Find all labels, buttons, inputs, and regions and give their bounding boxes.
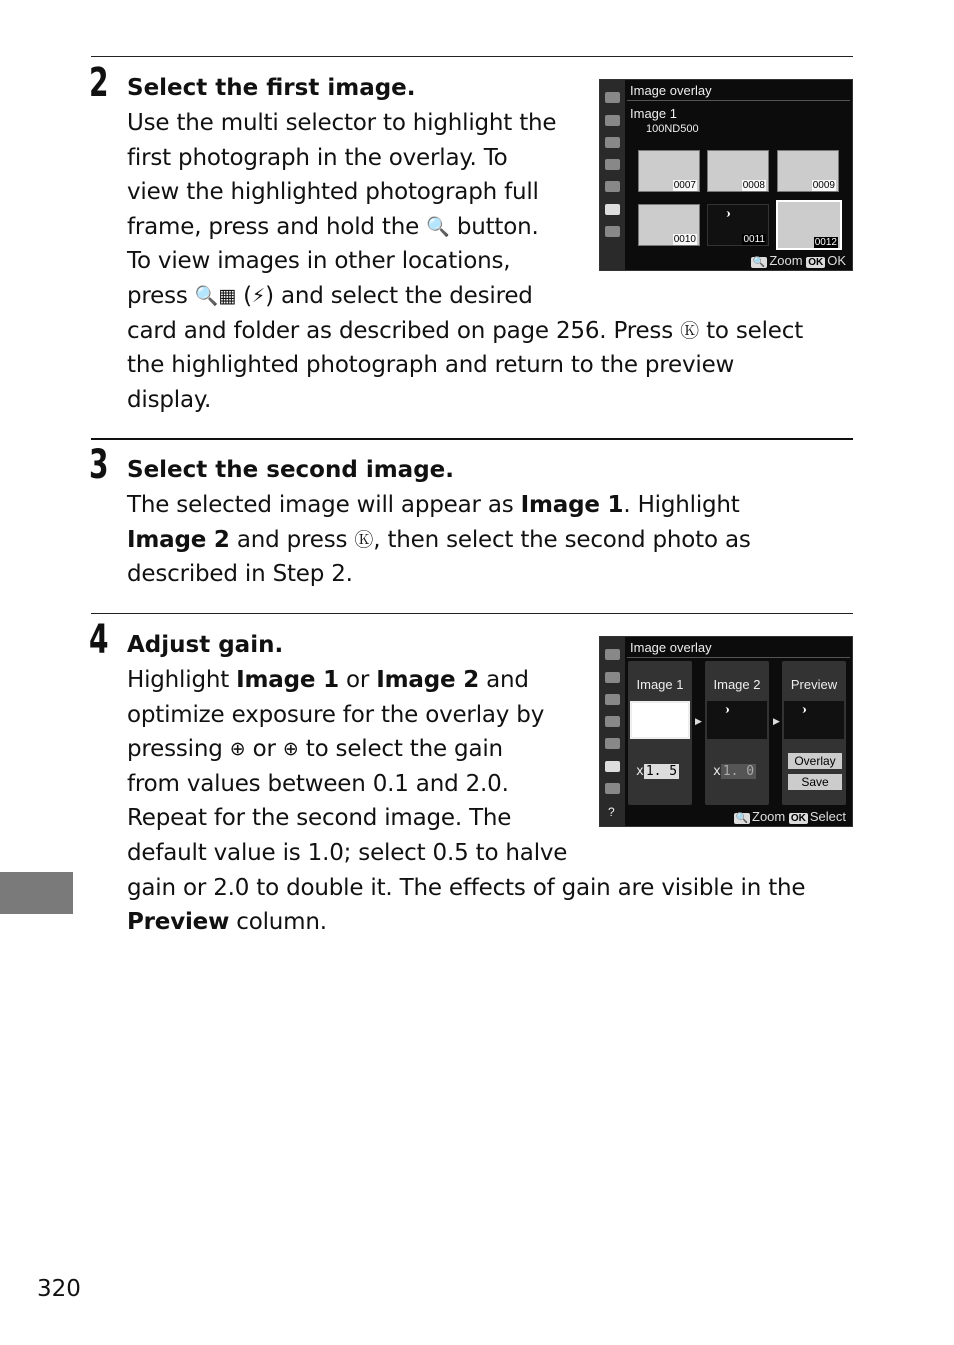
step3-line xyxy=(127,488,751,523)
thumbnail[interactable] xyxy=(638,150,700,192)
step2-text: frame, press and hold the xyxy=(127,213,420,240)
step2-text: button. xyxy=(456,213,539,240)
step3-text: . Highlight xyxy=(623,492,740,518)
image1-column[interactable] xyxy=(628,661,692,805)
thumbnail-number: 0008 xyxy=(742,180,765,191)
ok-button-icon: Ⓚ xyxy=(354,528,374,551)
step2-text: ) and select the desired xyxy=(265,282,533,309)
column-heading: Image 2 xyxy=(713,677,761,692)
thumbnail-number: 0011 xyxy=(743,234,765,245)
image1-preview xyxy=(630,701,690,739)
playback-menu-icon xyxy=(605,92,620,103)
step2-line: To view images in other locations, xyxy=(127,248,511,275)
step3-text: The selected image will appear as xyxy=(127,492,514,518)
thumbnail-selected[interactable] xyxy=(776,200,842,250)
column-heading: Image 1 xyxy=(636,677,684,692)
step4-line: gain or 2.0 to double it. The effects of gain are visible in the xyxy=(127,874,806,901)
step4-bold: Image 2 xyxy=(376,667,479,693)
step3-line xyxy=(127,523,751,558)
retouch-menu-icon xyxy=(605,761,620,772)
thumbnail-number: 0012 xyxy=(814,237,837,248)
zoom-key-icon: 🔍 xyxy=(735,813,748,824)
arrow-right-icon: ▶ xyxy=(773,717,780,727)
screen-footer xyxy=(751,253,846,268)
footer-zoom: Zoom xyxy=(752,809,786,824)
screen-title: Image overlay xyxy=(630,640,712,655)
step4-text: and xyxy=(486,667,529,693)
moon-icon xyxy=(798,707,806,713)
step4-line: default value is 1.0; select 0.5 to halve xyxy=(127,839,568,866)
pencil-menu-icon xyxy=(605,159,620,170)
step3-body xyxy=(127,488,751,592)
screen-title: Image overlay xyxy=(630,83,712,98)
multi-selector-down-icon: ⊕ xyxy=(282,738,299,761)
step2-line: display. xyxy=(127,386,212,413)
menu-sidebar xyxy=(600,80,625,270)
gain-value: 1. 5 xyxy=(645,764,678,779)
thumbnail-number: 0007 xyxy=(673,180,696,191)
step2-title: Select the first image. xyxy=(127,75,416,101)
camera-menu-icon xyxy=(605,672,620,683)
preview-column[interactable] xyxy=(782,661,846,805)
step3-text: , then select the second photo as xyxy=(373,526,751,553)
folder-name: 100ND500 xyxy=(646,123,699,135)
step2-line: first photograph in the overlay. To xyxy=(127,144,508,171)
step2-text: ( xyxy=(243,282,252,309)
gain-x: x xyxy=(636,764,644,779)
step3-rule xyxy=(91,438,853,440)
step3-number: 3 xyxy=(89,442,108,488)
step4-bold: Preview xyxy=(127,909,230,936)
ok-key-icon: OK xyxy=(808,257,824,268)
step4-line xyxy=(127,905,805,940)
step3-bold: Image 2 xyxy=(127,526,230,553)
flash-icon: ⚡ xyxy=(251,284,266,307)
zoom-in-icon: 🔍 xyxy=(426,215,450,238)
gain-readout[interactable] xyxy=(636,764,679,779)
menu-sidebar xyxy=(600,637,625,826)
help-icon: ? xyxy=(608,805,615,819)
thumbnail[interactable] xyxy=(707,150,769,192)
camera-menu-icon xyxy=(605,115,620,126)
section-tab xyxy=(0,872,73,914)
step4-text: Highlight xyxy=(127,667,230,693)
footer-zoom: Zoom xyxy=(769,253,803,268)
divider xyxy=(627,100,850,101)
step3-text: and press xyxy=(236,526,348,553)
zoom-out-thumbnail-icon: 🔍▦ xyxy=(194,284,237,307)
step2-line: the highlighted photograph and return to the preview xyxy=(127,352,735,379)
footer-select: Select xyxy=(809,809,846,824)
gain-x: x xyxy=(713,764,721,779)
my-menu-icon xyxy=(605,226,620,237)
thumbnail-number: 0010 xyxy=(673,234,696,245)
step2-text: card and folder as described on page 256. Press xyxy=(127,317,674,344)
image2-column[interactable] xyxy=(705,661,769,805)
step4-text: or xyxy=(346,667,370,693)
save-button[interactable]: Save xyxy=(788,774,842,790)
wrench-menu-icon xyxy=(605,181,620,192)
step4-text: column. xyxy=(236,909,327,936)
step4-bold: Image 1 xyxy=(236,667,339,693)
thumbnail[interactable] xyxy=(707,204,769,246)
step3-title: Select the second image. xyxy=(127,457,454,483)
my-menu-icon xyxy=(605,783,620,794)
step2-text: press xyxy=(127,282,188,309)
movie-menu-icon xyxy=(605,137,620,148)
step3-line: described in Step 2. xyxy=(127,561,353,588)
footer-ok: OK xyxy=(827,253,846,268)
pencil-menu-icon xyxy=(605,716,620,727)
thumbnail[interactable] xyxy=(638,204,700,246)
step3-bold: Image 1 xyxy=(520,492,624,518)
wrench-menu-icon xyxy=(605,738,620,749)
step4-line: optimize exposure for the overlay by xyxy=(127,701,545,728)
step2-line xyxy=(127,279,803,314)
moon-icon xyxy=(721,707,729,713)
step2-number: 2 xyxy=(89,60,108,106)
retouch-menu-icon xyxy=(605,204,620,215)
ok-button-icon: Ⓚ xyxy=(680,319,699,342)
step2-text: to select xyxy=(706,317,804,344)
step4-text: to select the gain xyxy=(305,736,503,763)
thumbnail[interactable] xyxy=(777,150,839,192)
step4-title: Adjust gain. xyxy=(127,632,284,658)
step2-line: Use the multi selector to highlight the xyxy=(127,110,557,136)
step2-line: view the highlighted photograph full xyxy=(127,179,539,206)
screen-footer xyxy=(734,809,846,824)
image-overlay-screen-2 xyxy=(599,636,853,827)
page-number: 320 xyxy=(37,1276,81,1302)
step2-rule xyxy=(91,56,853,57)
gain-value: 1. 0 xyxy=(722,764,755,779)
step4-rule xyxy=(91,613,853,614)
step2-line xyxy=(127,314,803,349)
step4-text: pressing xyxy=(127,736,223,763)
preview-image xyxy=(784,701,844,739)
step4-text: or xyxy=(252,736,276,763)
overlay-button[interactable]: Overlay xyxy=(788,753,842,769)
arrow-right-icon: ▶ xyxy=(695,717,702,727)
moon-icon xyxy=(722,211,730,217)
image2-preview xyxy=(707,701,767,739)
playback-menu-icon xyxy=(605,649,620,660)
screen-subtitle: Image 1 xyxy=(630,106,677,121)
step4-line: from values between 0.1 and 2.0. xyxy=(127,770,509,797)
divider xyxy=(627,657,850,658)
gain-readout[interactable] xyxy=(713,764,756,779)
image-overlay-screen-1 xyxy=(599,79,853,271)
column-heading: Preview xyxy=(790,677,838,692)
multi-selector-up-icon: ⊕ xyxy=(229,738,246,761)
zoom-key-icon: 🔍 xyxy=(752,257,766,268)
step4-line: Repeat for the second image. The xyxy=(127,805,512,832)
ok-key-icon: OK xyxy=(790,813,806,824)
thumbnail-number: 0009 xyxy=(812,180,835,191)
movie-menu-icon xyxy=(605,694,620,705)
step4-number: 4 xyxy=(89,617,108,663)
